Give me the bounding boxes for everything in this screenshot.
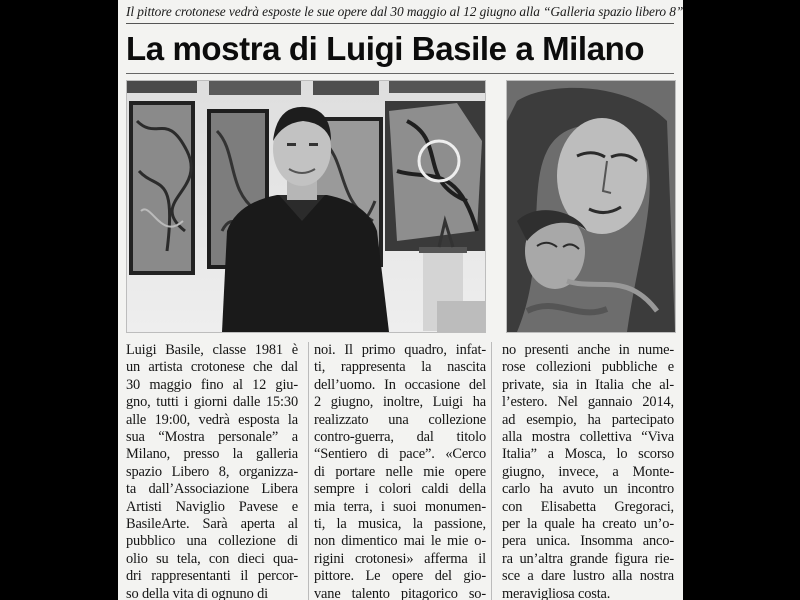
text-line: ti, la musica, la passione, [314,516,486,533]
text-line: BasileArte. Sarà aperta al [126,516,298,533]
text-line: contro-guerra, dal titolo [314,429,486,446]
newspaper-page [118,0,683,600]
painting-illustration [507,81,675,332]
text-line: vane talento pitagorico so- [314,585,486,600]
text-line: olio su tela, con dieci qua- [126,550,298,567]
text-line: alle 19:00, vedrà esposta la [126,411,298,428]
text-line: sua “Mostra personale” a [126,429,298,446]
text-line: mia terra, i suoi monumen- [314,498,486,515]
text-line: Milano, presso la galleria [126,446,298,463]
text-line: 30 maggio fino al 12 giu- [126,376,298,393]
text-line: ra un’altra grande figura rie- [502,550,674,567]
article-column-2 [314,342,486,600]
artist-gallery-photo [126,80,486,333]
text-line: ti, rappresenta la nascita [314,359,486,376]
text-line: carlo ha avuto un incontro [502,481,674,498]
text-line: realizzato una collezione [314,411,486,428]
text-line: Artisti Naviglio Pavese e [126,498,298,515]
text-line: pera unica. Insomma anco- [502,533,674,550]
text-line: ad esempio, ha partecipato [502,411,674,428]
headline-divider [126,73,674,74]
text-line: “Sentiero di pace”. «Cerco [314,446,486,463]
text-line: giugno, invece, a Monte- [502,463,674,480]
text-line: so della vita di ognuno di [126,585,268,600]
text-line: dell’uomo. In occasione del [314,376,486,393]
kicker-divider [126,23,674,24]
text-line: gno, tutti i giorni dalle 15:30 [126,394,298,411]
text-line: sempre i colori caldi della [314,481,486,498]
text-line: noi. Il primo quadro, infat- [314,342,486,358]
text-line: con Elisabetta Gregoraci, [502,498,674,515]
text-line: Luigi Basile, classe 1981 è [126,342,298,358]
text-line: per la quale ha creato un’o- [502,516,674,533]
text-line: 2 giugno, inoltre, Luigi ha [314,394,486,411]
article-column-3 [502,342,674,600]
text-line: Italia” a Mosca, lo scorso [502,446,674,463]
text-line: ta dall’Associazione Libera [126,481,298,498]
article-column-1 [126,342,298,600]
text-line: rigini crotonesi» afferma il [314,550,486,567]
text-line: pubblico una collezione di [126,533,298,550]
text-line: sce a dare lustro alla nostra [502,568,674,585]
text-line: non dimentico mai le mie o- [314,533,486,550]
text-line: dri rappresentanti il percor- [126,568,298,585]
text-line: l’estero. Nel gannaio 2014, [502,394,674,411]
text-line: spazio Libero 8, organizza- [126,463,298,480]
text-line: un artista crotonese che dal [126,359,298,376]
artist-gallery-illustration [127,81,485,332]
text-line: pittore. Le opere del gio- [314,568,486,585]
article-body [126,342,674,600]
text-line: rose collezioni pubbliche e [502,359,674,376]
article-headline: La mostra di Luigi Basile a Milano [126,30,645,67]
article-kicker: Il pittore crotonese vedrà esposte le sue opere dal 30 maggio al 12 giugno alla “Galleria spazio libero 8” [126,4,683,19]
text-line: no presenti anche in nume- [502,342,674,358]
text-line: di portare nelle mie opere [314,463,486,480]
painting-photo [506,80,676,333]
text-line: meravigliosa costa. [502,585,611,600]
text-line: private, sia in Italia che al- [502,376,674,393]
text-line: alla mostra collettiva “Viva [502,429,674,446]
